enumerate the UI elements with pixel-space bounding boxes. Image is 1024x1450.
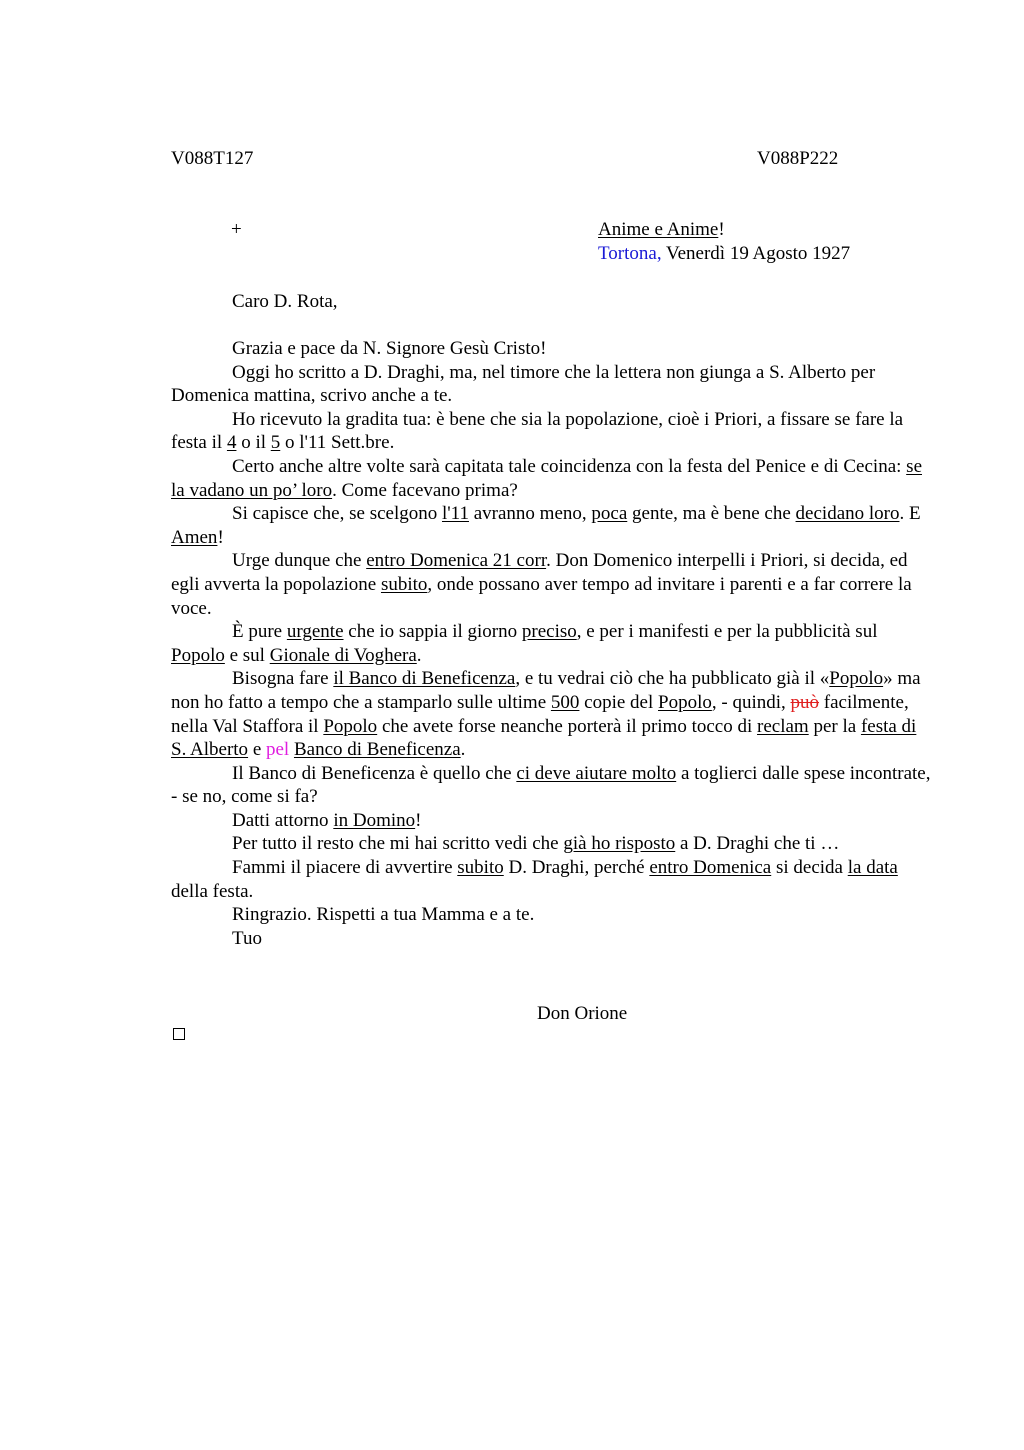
paragraph-11: Per tutto il resto che mi hai scritto vedi che già ho risposto a D. Draghi che ti … bbox=[232, 833, 840, 855]
paragraph-8: Bisogna fare il Banco di Beneficenza, e tu vedrai ciò che ha pubblicato già il «Popolo» ma non ho fatto a tempo che a stamparlo sulle ultime 500 copie del Popolo, - quindi, può facilmente, nella Val Staffora il Popolo che avete forse neanche porterà il primo tocco di reclam per la festa di S. Alberto e pel Banco di Beneficenza. bbox=[171, 668, 921, 761]
paragraph-12: Fammi il piacere di avvertire subito D. Draghi, perché entro Domenica si decida la data della festa. bbox=[171, 857, 898, 902]
deleted-word: può bbox=[790, 691, 820, 713]
paragraph-10: Datti attorno in Domino! bbox=[232, 809, 422, 831]
salutation: Caro D. Rota, bbox=[232, 291, 338, 312]
paragraph-greeting: Grazia e pace da N. Signore Gesù Cristo! bbox=[232, 338, 547, 359]
checkbox-square-icon bbox=[173, 1028, 185, 1040]
dateline bbox=[598, 242, 850, 266]
inserted-word: pel bbox=[266, 739, 290, 761]
paragraph-7: È pure urgente che io sappia il giorno preciso, e per i manifesti e per la pubblicità sul Popolo e sul Gionale di Voghera. bbox=[171, 621, 878, 666]
paragraph-3: Ho ricevuto la gradita tua: è bene che sia la popolazione, cioè i Priori, a fissare se fare la festa il 4 o il 5 o l'11 Sett.bre. bbox=[171, 408, 904, 454]
paragraph-13: Ringrazio. Rispetti a tua Mamma e a te. bbox=[232, 904, 535, 926]
dateline-place: Tortona, bbox=[598, 243, 662, 264]
paragraph-5: Si capisce che, se scelgono l'11 avranno meno, poca gente, ma è bene che decidano loro. E Amen! bbox=[171, 503, 921, 548]
paragraph-4: Certo anche altre volte sarà capitata tale coincidenza con la festa del Penice e di Cecina: se la vadano un po’ loro. Come facevano prima? bbox=[171, 455, 922, 501]
motto-tail: ! bbox=[718, 219, 725, 240]
motto-text: Anime e Anime bbox=[598, 219, 719, 240]
archive-code-right: V088P222 bbox=[757, 148, 839, 169]
motto bbox=[598, 218, 725, 242]
closing-tuo: Tuo bbox=[232, 927, 262, 949]
paragraph-2: Oggi ho scritto a D. Draghi, ma, nel timore che la lettera non giunga a S. Alberto per Domenica mattina, scrivo anche a te. bbox=[171, 361, 876, 407]
letter-body bbox=[171, 337, 931, 950]
dateline-date: Venerdì 19 Agosto 1927 bbox=[661, 243, 851, 264]
paragraph-6: Urge dunque che entro Domenica 21 corr. Don Domenico interpelli i Priori, si decida, ed egli avverta la popolazione subito, onde possano aver tempo ad invitare i parenti e a far correre la voce. bbox=[171, 550, 912, 619]
signature: Don Orione bbox=[537, 1003, 628, 1024]
cross-symbol: + bbox=[231, 219, 242, 240]
archive-code-left: V088T127 bbox=[171, 148, 254, 169]
paragraph-9: Il Banco di Beneficenza è quello che ci deve aiutare molto a toglierci dalle spese incontrate, - se no, come si fa? bbox=[171, 762, 931, 808]
